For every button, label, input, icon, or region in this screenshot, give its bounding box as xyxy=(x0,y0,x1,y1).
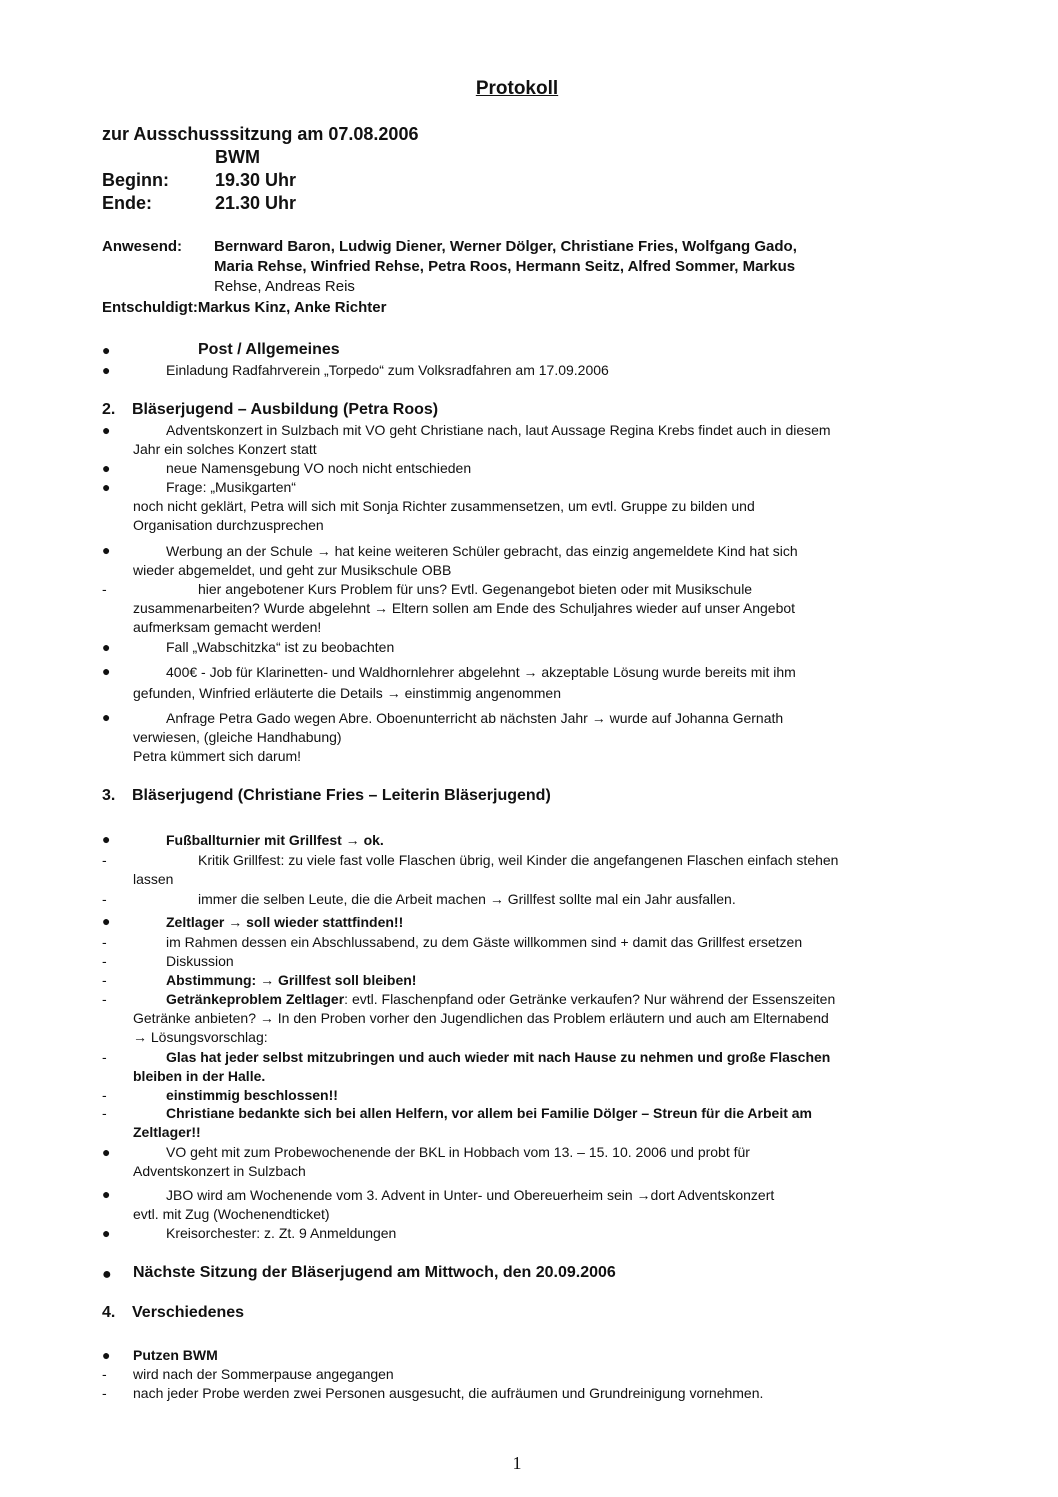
begin-line xyxy=(102,170,296,191)
list-item: Putzen BWM xyxy=(133,1347,218,1363)
list-item: JBO wird am Wochenende vom 3. Advent in Unter- und Obereuerheim sein →dort Adventskonzert xyxy=(166,1187,775,1203)
begin-time: 19.30 Uhr xyxy=(215,170,297,190)
meeting-place: BWM xyxy=(215,147,260,167)
list-item-cont: Zeltlager!! xyxy=(133,1124,201,1140)
next-meeting: Nächste Sitzung der Bläserjugend am Mittwoch, den 20.09.2006 xyxy=(133,1264,616,1281)
list-item: Frage: „Musikgarten“ xyxy=(166,479,296,495)
dash-icon: - xyxy=(102,953,107,969)
list-item: Zeltlager → soll wieder stattfinden!! xyxy=(166,914,404,930)
list-item: Glas hat jeder selbst mitzubringen und auch wieder mit nach Hause zu nehmen und große Flaschen xyxy=(166,1049,831,1065)
section-4-title: Verschiedenes xyxy=(132,1304,245,1321)
list-item xyxy=(166,990,835,1009)
bullet-icon: ● xyxy=(102,913,111,929)
dash-icon: - xyxy=(102,1087,107,1103)
list-item: Kreisorchester: z. Zt. 9 Anmeldungen xyxy=(166,1225,397,1241)
bullet-icon: ● xyxy=(102,542,111,558)
bullet-icon: ● xyxy=(102,709,111,725)
list-item: hier angebotener Kurs Problem für uns? Evtl. Gegenangebot bieten oder mit Musikschule xyxy=(198,581,753,597)
section-3-heading xyxy=(102,787,551,805)
list-item: immer die selben Leute, die die Arbeit machen → Grillfest sollte mal ein Jahr ausfallen. xyxy=(198,891,736,907)
section-2-heading xyxy=(102,401,438,419)
section-3-title: Bläserjugend (Christiane Fries – Leiterin Bläserjugend) xyxy=(132,787,551,804)
list-item-cont: Jahr ein solches Konzert statt xyxy=(133,441,317,457)
list-item: 400€ - Job für Klarinetten- und Waldhornlehrer abgelehnt → akzeptable Lösung wurde bereits mit ihm xyxy=(166,664,796,680)
bullet-icon: ● xyxy=(102,342,111,358)
present-label: Anwesend: xyxy=(102,238,183,255)
dash-icon: - xyxy=(102,1366,107,1382)
list-item: Diskussion xyxy=(166,953,234,969)
end-time: 21.30 Uhr xyxy=(215,193,297,213)
list-item-cont: wieder abgemeldet, und geht zur Musikschule OBB xyxy=(133,562,452,578)
bullet-icon: ● xyxy=(102,1144,111,1160)
list-item-cont: → Lösungsvorschlag: xyxy=(133,1029,268,1045)
dash-icon: - xyxy=(102,934,107,950)
bullet-icon: ● xyxy=(102,479,111,495)
list-item: einstimmig beschlossen!! xyxy=(166,1087,338,1103)
document-title: Protokoll xyxy=(475,78,559,99)
dash-icon: - xyxy=(102,1049,107,1065)
bullet-icon: ● xyxy=(102,422,111,438)
end-label: Ende: xyxy=(102,193,153,213)
list-item-cont: zusammenarbeiten? Wurde abgelehnt → Eltern sollen am Ende des Schuljahres wieder auf unser Angebot xyxy=(133,600,796,616)
bullet-icon: ● xyxy=(102,1266,112,1283)
list-item: Einladung Radfahrverein „Torpedo“ zum Volksradfahren am 17.09.2006 xyxy=(166,362,609,378)
list-item: Kritik Grillfest: zu viele fast volle Flaschen übrig, weil Kinder die angefangenen Flaschen einfach stehen xyxy=(198,852,839,868)
list-item: Christiane bedankte sich bei allen Helfern, vor allem bei Familie Dölger – Streun für die Arbeit am xyxy=(166,1105,812,1121)
dash-icon: - xyxy=(102,1105,107,1121)
list-item-cont: Organisation durchzusprechen xyxy=(133,517,324,533)
list-item: neue Namensgebung VO noch nicht entschieden xyxy=(166,460,472,476)
page-number: 1 xyxy=(512,1453,522,1473)
list-item-cont: gefunden, Winfried erläuterte die Details → einstimmig angenommen xyxy=(133,685,561,701)
bullet-icon: ● xyxy=(102,460,111,476)
bullet-icon: ● xyxy=(102,663,111,679)
section-2-number: 2. xyxy=(102,401,116,418)
list-item: VO geht mit zum Probewochenende der BKL in Hobbach vom 13. – 15. 10. 2006 und probt für xyxy=(166,1144,750,1160)
list-item: im Rahmen dessen ein Abschlussabend, zu dem Gäste willkommen sind + damit das Grillfest ersetzen xyxy=(166,934,803,950)
dash-icon: - xyxy=(102,852,107,868)
list-item: Abstimmung: → Grillfest soll bleiben! xyxy=(166,972,417,988)
list-item-bold: Getränkeproblem Zeltlager xyxy=(166,991,345,1007)
list-item-cont: Petra kümmert sich darum! xyxy=(133,748,302,764)
section-4-number: 4. xyxy=(102,1304,116,1321)
list-item-cont: verwiesen, (gleiche Handhabung) xyxy=(133,729,342,745)
section-4-heading xyxy=(102,1304,244,1322)
list-item-cont: bleiben in der Halle. xyxy=(133,1068,266,1084)
section-3-number: 3. xyxy=(102,787,116,804)
bullet-icon: ● xyxy=(102,639,111,655)
present-names-1: Bernward Baron, Ludwig Diener, Werner Dölger, Christiane Fries, Wolfgang Gado, xyxy=(214,238,797,255)
list-item-cont: aufmerksam gemacht werden! xyxy=(133,619,322,635)
list-item-cont: noch nicht geklärt, Petra will sich mit Sonja Richter zusammensetzen, um evtl. Gruppe zu bilden und xyxy=(133,498,755,514)
list-item: Anfrage Petra Gado wegen Abre. Oboenunterricht ab nächsten Jahr → wurde auf Johanna Gernath xyxy=(166,710,784,726)
list-item-cont: evtl. mit Zug (Wochenendticket) xyxy=(133,1206,330,1222)
dash-icon: - xyxy=(102,972,107,988)
list-item-cont: lassen xyxy=(133,871,174,887)
present-names-2: Maria Rehse, Winfried Rehse, Petra Roos, Hermann Seitz, Alfred Sommer, Markus xyxy=(214,258,796,275)
bullet-icon: ● xyxy=(102,1347,111,1363)
end-line xyxy=(102,193,296,214)
present-names-3: Rehse, Andreas Reis xyxy=(214,278,355,295)
meeting-line: zur Ausschusssitzung am 07.08.2006 xyxy=(102,124,419,144)
bullet-icon: ● xyxy=(102,831,111,847)
list-item: nach jeder Probe werden zwei Personen ausgesucht, die aufräumen und Grundreinigung vornehmen. xyxy=(133,1385,764,1401)
list-item: wird nach der Sommerpause angegangen xyxy=(133,1366,394,1382)
bullet-icon: ● xyxy=(102,1225,111,1241)
dash-icon: - xyxy=(102,1385,107,1401)
excused-line: Entschuldigt:Markus Kinz, Anke Richter xyxy=(102,299,387,316)
section-1-title: Post / Allgemeines xyxy=(198,341,340,358)
list-item-cont: Adventskonzert in Sulzbach xyxy=(133,1163,306,1179)
dash-icon: - xyxy=(102,581,107,597)
dash-icon: - xyxy=(102,891,107,907)
list-item-rest: : evtl. Flaschenpfand oder Getränke verkaufen? Nur während der Essenszeiten xyxy=(344,991,836,1007)
dash-icon: - xyxy=(102,991,107,1007)
list-item-cont: Getränke anbieten? → In den Proben vorher den Jugendlichen das Problem erläutern und auch am Elternabend xyxy=(133,1010,829,1026)
list-item: Fall „Wabschitzka“ ist zu beobachten xyxy=(166,639,395,655)
begin-label: Beginn: xyxy=(102,170,169,190)
list-item: Fußballturnier mit Grillfest → ok. xyxy=(166,832,384,848)
bullet-icon: ● xyxy=(102,1186,111,1202)
list-item: Werbung an der Schule → hat keine weiteren Schüler gebracht, das einzig angemeldete Kind hat sich xyxy=(166,543,798,559)
list-item: Adventskonzert in Sulzbach mit VO geht Christiane nach, laut Aussage Regina Krebs findet auch in diesem xyxy=(166,422,831,438)
bullet-icon: ● xyxy=(102,362,111,378)
section-2-title: Bläserjugend – Ausbildung (Petra Roos) xyxy=(132,401,439,418)
